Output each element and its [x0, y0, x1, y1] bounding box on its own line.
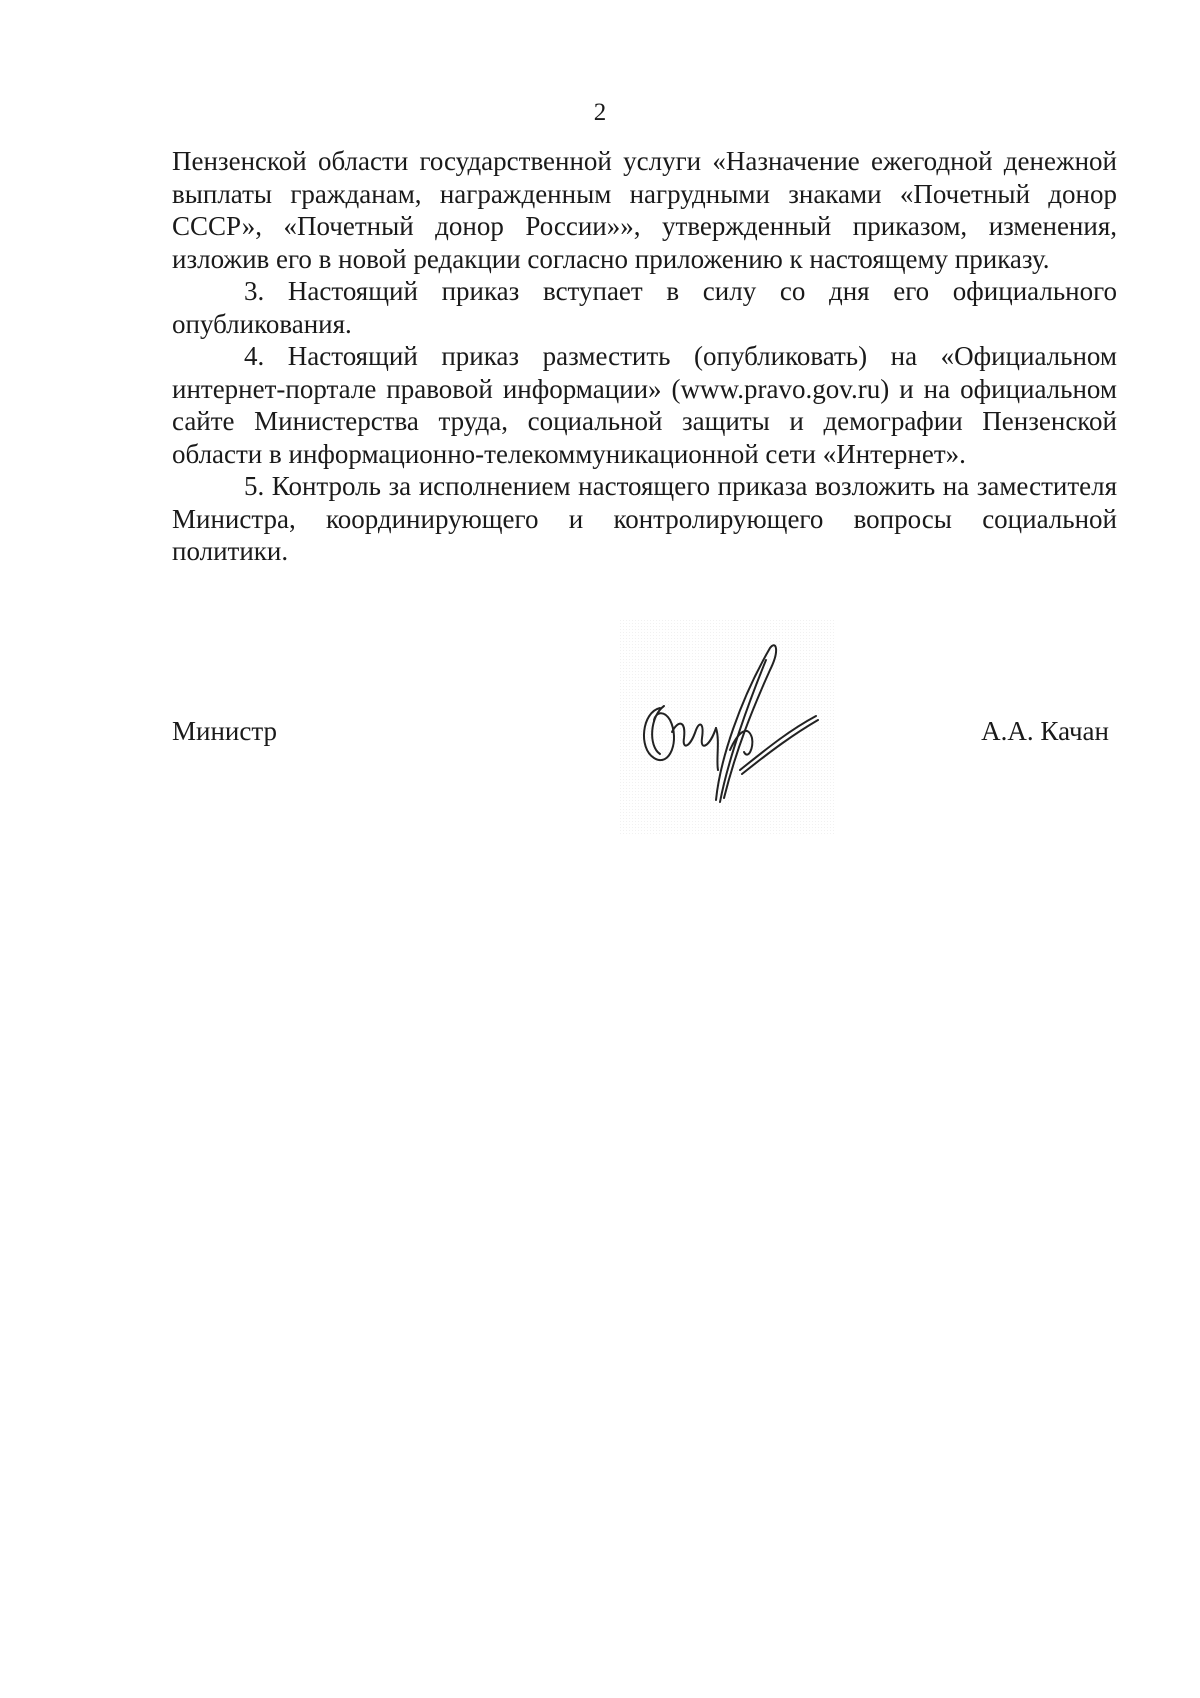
handwritten-signature [620, 620, 834, 834]
document-body [172, 145, 1117, 568]
paragraph-item-3: 3. Настоящий приказ вступает в силу со дня его официального опубликования. [172, 276, 1117, 339]
signatory-name: А.А. Качан [981, 716, 1109, 746]
paragraph-item-5: 5. Контроль за исполнением настоящего приказа возложить на заместителя Министра, координирующего и контролирующего вопросы социальной политики. [172, 471, 1117, 566]
signatory-position: Министр [172, 716, 277, 746]
page-number: 2 [593, 99, 607, 126]
paragraph-continuation: Пензенской области государственной услуги «Назначение ежегодной денежной выплаты гражданам, награжденным нагрудными знаками «Почетный донор СССР», «Почетный донор России»», утвержденный приказом, изменения, изложив его в новой редакции согласно приложению к настоящему приказу. [172, 146, 1117, 274]
paragraph-item-4: 4. Настоящий приказ разместить (опубликовать) на «Официальном интернет-портале правовой информации» (www.pravo.gov.ru) и на официальном сайте Министерства труда, социальной защиты и демографии Пензенской области в информационно-телекоммуникационной сети «Интернет». [172, 341, 1117, 469]
